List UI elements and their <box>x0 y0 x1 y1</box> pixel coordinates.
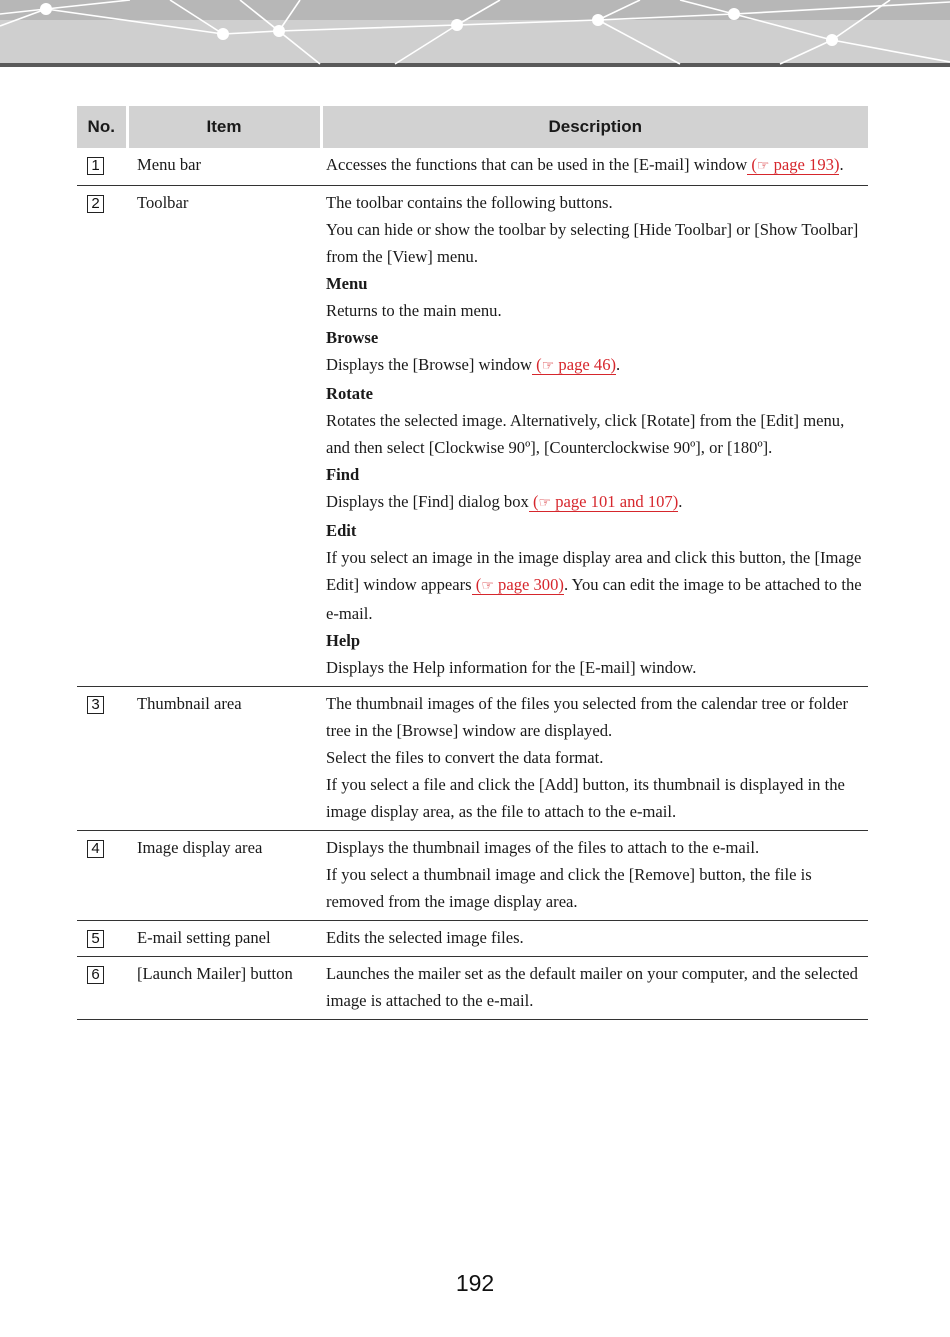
row-number-badge: 5 <box>87 930 104 948</box>
paragraph-text: If you select a thumbnail image and click the [Remove] button, the file is removed from the image display area. <box>326 865 812 911</box>
table-row <box>77 687 868 831</box>
paragraph-text: The toolbar contains the following buttons. <box>326 193 613 212</box>
row-number-cell <box>77 921 127 957</box>
header-item: Item <box>127 106 321 148</box>
button-heading: Edit <box>326 521 357 540</box>
table-row <box>77 148 868 186</box>
paragraph-tail: . <box>616 355 621 374</box>
description-paragraph <box>326 690 866 744</box>
item-name: Menu bar <box>127 148 321 186</box>
pointing-hand-icon: ☞ <box>538 496 552 511</box>
paragraph-text: Displays the Help information for the [E-mail] window. <box>326 658 697 677</box>
paragraph-tail: . <box>678 492 683 511</box>
row-number-cell <box>77 831 127 921</box>
table-row <box>77 957 868 1020</box>
page-number: 192 <box>455 1270 495 1296</box>
item-description-table <box>77 106 868 1020</box>
row-number-badge: 3 <box>87 696 104 714</box>
item-name: Toolbar <box>127 186 321 687</box>
page-reference-link[interactable]: (☞ page 300) <box>471 575 564 594</box>
header-description: Description <box>321 106 868 148</box>
paragraph-text: Accesses the functions that can be used in the [E-mail] window <box>326 155 748 174</box>
paragraph-text: Displays the [Browse] window <box>326 355 533 374</box>
paragraph-text: Select the files to convert the data format. <box>326 748 604 767</box>
row-number-badge: 4 <box>87 840 104 858</box>
description-paragraph <box>326 544 866 627</box>
row-number-badge: 6 <box>87 966 104 984</box>
description-paragraph <box>326 924 866 951</box>
paragraph-text: Rotates the selected image. Alternatively, click [Rotate] from the [Edit] menu, and then select [Clockwise 90º], [Counterclockwise 90º], or [180º]. <box>326 411 845 457</box>
page-reference-text: page 193 <box>773 155 834 174</box>
table-row <box>77 921 868 957</box>
page-reference-text: page 46 <box>558 355 611 374</box>
paragraph-text: Displays the [Find] dialog box <box>326 492 529 511</box>
table-row <box>77 831 868 921</box>
table-header-row <box>77 106 868 148</box>
page-reference-text: page 300 <box>498 575 559 594</box>
description-paragraph <box>326 834 866 861</box>
pointing-hand-icon: ☞ <box>481 579 494 594</box>
item-description <box>321 831 868 921</box>
paragraph-text: If you select a file and click the [Add] button, its thumbnail is displayed in the image display area, as the file to attach to the e-mail. <box>326 775 845 821</box>
description-paragraph <box>326 351 866 380</box>
paragraph-text: Displays the thumbnail images of the files to attach to the e-mail. <box>326 838 760 857</box>
description-paragraph <box>326 744 866 771</box>
table-row <box>77 186 868 687</box>
paragraph-text: Returns to the main menu. <box>326 301 502 320</box>
description-paragraph <box>326 297 866 324</box>
item-name: Image display area <box>127 831 321 921</box>
paragraph-text: You can hide or show the toolbar by selecting [Hide Toolbar] or [Show Toolbar] from the [View] menu. <box>326 220 859 266</box>
item-description <box>321 186 868 687</box>
button-heading: Browse <box>326 328 379 347</box>
paragraph-text: Launches the mailer set as the default mailer on your computer, and the selected image is attached to the e-mail. <box>326 964 858 1010</box>
row-number-cell <box>77 687 127 831</box>
item-name: Thumbnail area <box>127 687 321 831</box>
row-number-cell <box>77 186 127 687</box>
description-paragraph <box>326 654 866 681</box>
row-number-badge: 1 <box>87 157 104 175</box>
description-paragraph <box>326 861 866 915</box>
description-paragraph <box>326 407 866 461</box>
paragraph-tail: . You can edit the image to be attached to the e-mail. <box>326 575 862 623</box>
page-reference-link[interactable]: (☞ page 46) <box>532 355 617 374</box>
page-reference-text: page 101 and 107 <box>555 492 673 511</box>
button-heading: Menu <box>326 274 368 293</box>
paragraph-tail: . <box>839 155 844 174</box>
description-paragraph <box>326 960 866 1014</box>
description-paragraph <box>326 151 866 180</box>
button-heading: Find <box>326 465 360 484</box>
pointing-hand-icon: ☞ <box>756 159 770 174</box>
item-description <box>321 687 868 831</box>
item-name: E-mail setting panel <box>127 921 321 957</box>
button-heading: Help <box>326 631 361 650</box>
description-paragraph <box>326 189 866 216</box>
pointing-hand-icon: ☞ <box>541 359 555 374</box>
paragraph-text: The thumbnail images of the files you selected from the calendar tree or folder tree in the [Browse] window are displayed. <box>326 694 849 740</box>
item-description <box>321 148 868 186</box>
header-no: No. <box>77 106 127 148</box>
description-paragraph <box>326 771 866 825</box>
row-number-cell <box>77 148 127 186</box>
item-description <box>321 957 868 1020</box>
header-band <box>0 0 950 68</box>
paragraph-text: Edits the selected image files. <box>326 928 524 947</box>
item-description <box>321 921 868 957</box>
description-paragraph <box>326 488 866 517</box>
button-heading: Rotate <box>326 384 373 403</box>
row-number-badge: 2 <box>87 195 104 213</box>
item-name: [Launch Mailer] button <box>127 957 321 1020</box>
page-reference-link[interactable]: (☞ page 101 and 107) <box>528 492 679 511</box>
row-number-cell <box>77 957 127 1020</box>
page-reference-link[interactable]: (☞ page 193) <box>747 155 840 174</box>
description-paragraph <box>326 216 866 270</box>
paragraph-text: If you select an image in the image display area and click this button, the [Image Edit] window appears <box>326 548 862 594</box>
